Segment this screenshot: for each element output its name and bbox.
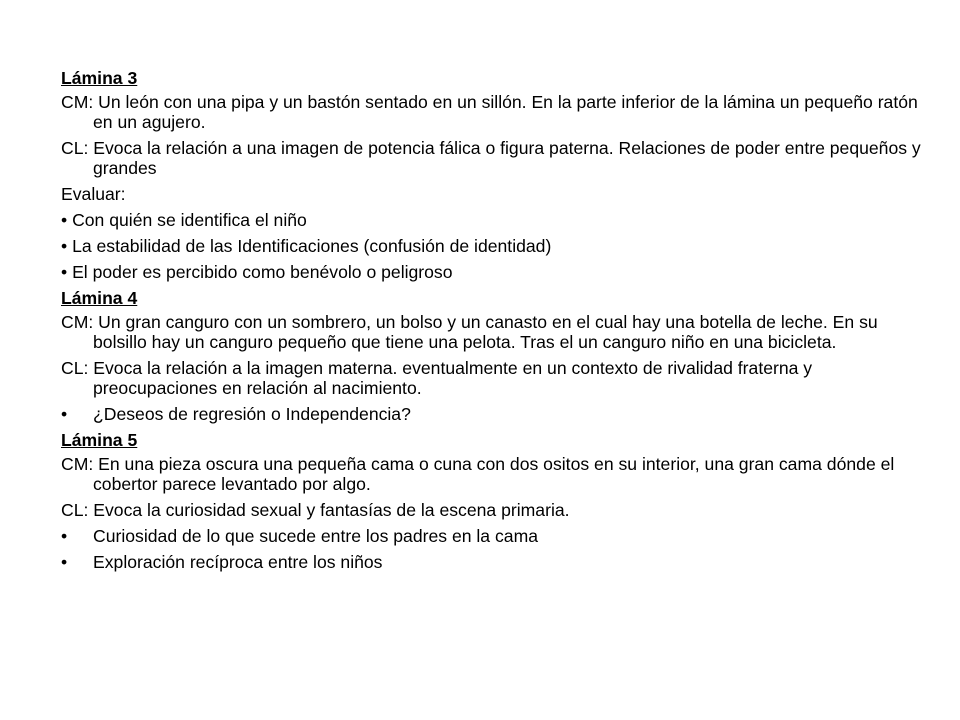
bullet-icon: • — [61, 552, 68, 572]
bullet-text: ¿Deseos de regresión o Independencia? — [93, 404, 411, 424]
bullet-icon: • — [61, 526, 68, 546]
cm-paragraph-lamina-5: CM: En una pieza oscura una pequeña cama o cuna con dos ositos en su interior, una gran cama dónde el cobertor parece levantado por algo. — [61, 454, 895, 494]
bullet-text: La estabilidad de las Identificaciones (confusión de identidad) — [72, 236, 552, 256]
bullet-text: Exploración recíproca entre los niños — [93, 552, 383, 572]
bullet-item — [61, 552, 921, 572]
bullet-icon: • — [61, 262, 68, 282]
bullet-text: El poder es percibido como benévolo o peligroso — [72, 262, 453, 282]
bullet-icon: • — [61, 210, 68, 230]
cm-paragraph-lamina-3: CM: Un león con una pipa y un bastón sentado en un sillón. En la parte inferior de la lámina un pequeño ratón en un agujero. — [61, 92, 918, 132]
evaluar-label: Evaluar: — [61, 184, 126, 204]
bullet-text: Curiosidad de lo que sucede entre los padres en la cama — [93, 526, 539, 546]
bullet-item — [61, 526, 921, 546]
bullet-icon: • — [61, 236, 68, 256]
bullet-item — [61, 262, 921, 282]
bullet-item — [61, 236, 921, 256]
bullet-text: Con quién se identifica el niño — [72, 210, 307, 230]
bullet-item — [61, 210, 921, 230]
bullet-icon: • — [61, 404, 68, 424]
cl-paragraph-lamina-4: CL: Evoca la relación a la imagen materna. eventualmente en un contexto de rivalidad fraterna y preocupaciones en relación al nacimiento. — [61, 358, 813, 398]
bullet-item — [61, 404, 921, 424]
slide-content — [61, 68, 921, 578]
cl-paragraph-lamina-3: CL: Evoca la relación a una imagen de potencia fálica o figura paterna. Relaciones de poder entre pequeños y grandes — [61, 138, 921, 178]
cl-paragraph-lamina-5: CL: Evoca la curiosidad sexual y fantasías de la escena primaria. — [61, 500, 570, 520]
section-title-lamina-3: Lámina 3 — [61, 68, 138, 88]
section-title-lamina-4: Lámina 4 — [61, 288, 138, 308]
cm-paragraph-lamina-4: CM: Un gran canguro con un sombrero, un bolso y un canasto en el cual hay una botella de leche. En su bolsillo hay un canguro pequeño que tiene una pelota. Tras el un canguro niño en una bicicleta. — [61, 312, 878, 352]
section-title-lamina-5: Lámina 5 — [61, 430, 138, 450]
